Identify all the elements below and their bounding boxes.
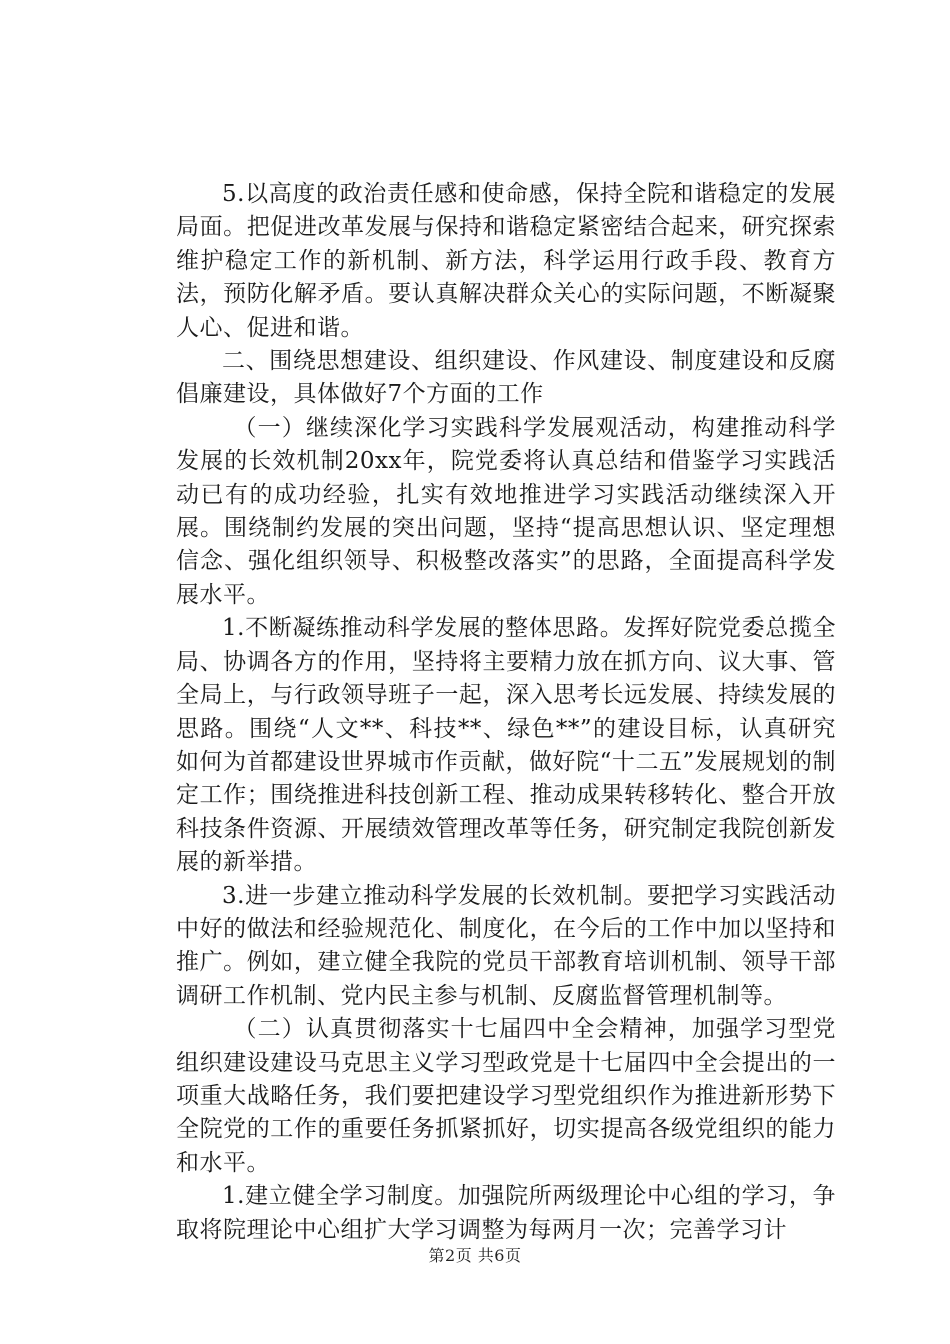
paragraph-item-5: 5.以高度的政治责任感和使命感，保持全院和谐稳定的发展局面。把促进改革发展与保持和谐稳定紧密结合起来，研究探索维护稳定工作的新机制、新方法，科学运用行政手段、教育方法，预防化解矛盾。要认真解决群众关心的实际问题，不断凝聚人心、促进和谐。 [176, 181, 836, 341]
paragraph-item-3: 3.进一步建立推动科学发展的长效机制。要把学习实践活动中好的做法和经验规范化、制度化，在今后的工作中加以坚持和推广。例如，建立健全我院的党员干部教育培训机制、领导干部调研工作机制、党内民主参与机制、反腐监督管理机制等。 [176, 882, 836, 1009]
paragraph-item-1-learning: 1.建立健全学习制度。加强院所两级理论中心组的学习，争取将院理论中心组扩大学习调整为每两月一次；完善学习计 [176, 1183, 836, 1243]
subsection-heading-one: （一）继续深化学习实践科学发展观活动，构建推动科学发展的长效机制20xx年，院党委将认真总结和借鉴学习实践活动已有的成功经验，扎实有效地推进学习实践活动继续深入开展。围绕制约发展的突出问题，坚持“提高思想认识、坚定理想信念、强化组织领导、积极整改落实”的思路，全面提高科学发展水平。 [176, 414, 836, 608]
subsection-heading-two: （二）认真贯彻落实十七届四中全会精神，加强学习型党组织建设建设马克思主义学习型政党是十七届四中全会提出的一项重大战略任务，我们要把建设学习型党组织作为推进新形势下全院党的工作的重要任务抓紧抓好，切实提高各级党组织的能力和水平。 [176, 1016, 836, 1176]
document-body [176, 178, 836, 1247]
paragraph-item-1: 1.不断凝练推动科学发展的整体思路。发挥好院党委总揽全局、协调各方的作用，坚持将主要精力放在抓方向、议大事、管全局上，与行政领导班子一起，深入思考长远发展、持续发展的思路。围绕“人文**、科技**、绿色**”的建设目标，认真研究如何为首都建设世界城市作贡献，做好院“十二五”发展规划的制定工作；围绕推进科技创新工程、推动成果转移转化、整合开放科技条件资源、开展绩效管理改革等任务，研究制定我院创新发展的新举措。 [176, 615, 836, 876]
section-heading-two: 二、围绕思想建设、组织建设、作风建设、制度建设和反腐倡廉建设，具体做好7个方面的工作 [176, 348, 836, 408]
page-footer: 第2页 共6页 [428, 1246, 522, 1265]
